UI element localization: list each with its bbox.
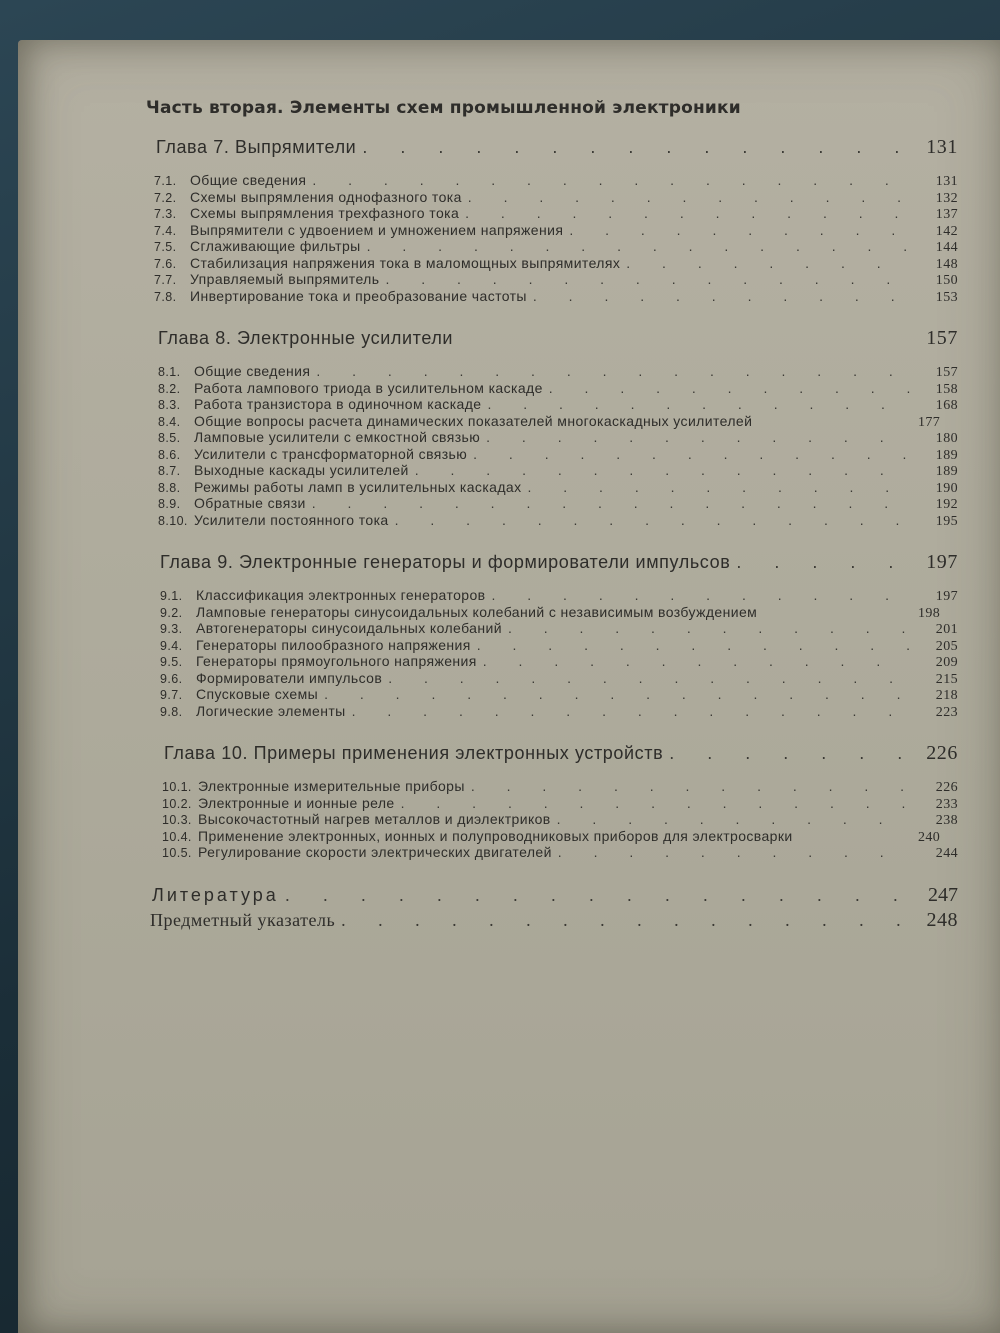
section-entry — [162, 779, 958, 796]
section-number: 8.2. — [158, 381, 181, 396]
section-page: 205 — [935, 638, 958, 654]
dot-leader — [558, 845, 912, 861]
chapter-page: 157 — [926, 327, 958, 349]
section-page: 244 — [935, 846, 958, 861]
section-entry — [154, 272, 958, 289]
section-title: Ламповые усилители с емкостной связью — [194, 429, 481, 445]
dot-leader — [352, 704, 912, 720]
chapter-7-entry — [156, 136, 958, 159]
dot-leader — [549, 381, 912, 397]
section-title: Стабилизация напряжения тока в маломощных выпрямителях — [190, 254, 621, 271]
section-entry — [162, 829, 958, 846]
section-entry — [160, 588, 958, 605]
chapter-10-sections — [162, 779, 958, 862]
section-entry — [160, 687, 958, 704]
dot-leader — [508, 621, 912, 637]
section-title: Общие сведения — [190, 172, 307, 188]
section-page: 198 — [918, 605, 941, 621]
section-number: 7.7. — [154, 273, 177, 287]
section-page: 144 — [935, 240, 958, 255]
section-number: 10.4. — [162, 829, 192, 844]
chapter-page: 197 — [926, 551, 958, 573]
section-page: 142 — [935, 223, 958, 239]
section-entry — [158, 513, 958, 530]
chapter-title: Глава 9. Электронные генераторы и формирователи импульсов — [160, 552, 731, 572]
section-page: 240 — [918, 829, 941, 845]
section-entry — [154, 173, 958, 190]
section-number: 10.5. — [162, 846, 192, 860]
section-entry — [154, 206, 958, 223]
section-title: Схемы выпрямления трехфазного тока — [190, 205, 460, 221]
section-page: 137 — [935, 207, 958, 222]
dot-leader — [285, 885, 922, 906]
section-title: Применение электронных, ионных и полупроводниковых приборов для электросварки — [198, 827, 793, 844]
subject-index-entry — [150, 909, 958, 932]
backmatter-page: 247 — [928, 883, 958, 906]
table-of-contents — [138, 98, 958, 932]
dot-leader — [468, 190, 912, 206]
section-page: 131 — [935, 174, 958, 189]
section-entry — [162, 796, 958, 813]
section-entry — [158, 430, 958, 447]
section-number: 9.8. — [160, 704, 183, 719]
chapter-title: Глава 7. Выпрямители — [156, 137, 357, 157]
dot-leader — [736, 552, 920, 573]
section-page: 215 — [935, 671, 958, 687]
dot-leader — [362, 137, 920, 158]
section-page: 226 — [935, 780, 958, 795]
section-number: 8.3. — [158, 398, 181, 412]
chapter-title: Глава 10. Примеры применения электронных устройств — [164, 743, 664, 763]
dot-leader — [471, 779, 912, 795]
section-page: 192 — [935, 497, 958, 512]
section-title: Автогенераторы синусоидальных колебаний — [196, 620, 502, 636]
chapter-10-entry — [164, 742, 958, 765]
chapter-9-entry — [160, 551, 958, 574]
section-number: 8.5. — [158, 431, 181, 445]
section-title: Выпрямители с удвоением и умножением напряжения — [190, 221, 564, 238]
section-page: 218 — [935, 688, 958, 703]
dot-leader — [367, 239, 912, 255]
section-number: 7.2. — [154, 190, 177, 205]
section-page: 209 — [935, 655, 958, 670]
section-title: Ламповые генераторы синусоидальных колебаний с независимым возбуждением — [196, 603, 758, 620]
section-entry — [162, 845, 958, 862]
section-title: Усилители постоянного тока — [194, 511, 389, 528]
dot-leader — [487, 397, 912, 413]
section-entry — [158, 397, 958, 414]
dot-leader — [388, 671, 912, 687]
dot-leader — [557, 812, 912, 828]
section-entry — [154, 239, 958, 256]
section-number: 9.3. — [160, 622, 183, 636]
section-number: 9.4. — [160, 638, 183, 653]
section-number: 9.5. — [160, 655, 183, 669]
dot-leader — [492, 588, 913, 604]
section-number: 8.1. — [158, 365, 181, 379]
section-title: Электронные и ионные реле — [198, 794, 395, 811]
dot-leader — [533, 289, 912, 305]
dot-leader — [473, 447, 912, 463]
section-page: 153 — [935, 289, 958, 305]
section-page: 157 — [935, 365, 958, 380]
section-title: Инвертирование тока и преобразование частоты — [190, 287, 527, 304]
section-entry — [160, 638, 958, 655]
section-page: 180 — [935, 431, 958, 446]
section-page: 177 — [918, 414, 941, 430]
section-number: 7.4. — [154, 223, 177, 238]
section-title: Сглаживающие фильтры — [190, 238, 361, 254]
section-page: 195 — [935, 513, 958, 529]
section-title: Логические элементы — [196, 702, 346, 719]
dot-leader — [415, 463, 912, 479]
section-title: Режимы работы ламп в усилительных каскадах — [194, 478, 522, 495]
section-title: Обратные связи — [194, 495, 306, 511]
section-number: 7.1. — [154, 174, 177, 188]
section-title: Формирователи импульсов — [196, 669, 383, 686]
section-title: Схемы выпрямления однофазного тока — [190, 188, 462, 205]
dot-leader — [316, 364, 912, 380]
section-entry — [158, 381, 958, 398]
section-number: 9.2. — [160, 605, 183, 620]
section-entry — [162, 812, 958, 829]
section-number: 9.7. — [160, 688, 183, 702]
section-number: 8.7. — [158, 464, 181, 478]
dot-leader — [486, 430, 912, 446]
section-number: 8.4. — [158, 414, 181, 429]
chapter-7-sections — [154, 173, 958, 305]
chapter-8-entry — [158, 327, 958, 350]
section-entry — [160, 621, 958, 638]
section-entry — [154, 190, 958, 207]
section-title: Общие сведения — [194, 363, 311, 379]
section-entry — [158, 463, 958, 480]
part-title: Часть вторая. Элементы схем промышленной электроники — [146, 98, 741, 118]
section-title: Регулирование скорости электрических двигателей — [198, 844, 552, 860]
section-entry — [160, 671, 958, 688]
section-title: Общие вопросы расчета динамических показателей многокаскадных усилителей — [194, 412, 753, 429]
section-entry — [160, 704, 958, 721]
section-page: 201 — [935, 622, 958, 637]
section-page: 197 — [935, 589, 958, 604]
backmatter-title: Предметный указатель — [150, 909, 336, 930]
section-number: 7.8. — [154, 289, 177, 304]
section-number: 10.3. — [162, 813, 192, 827]
dot-leader — [341, 910, 920, 931]
section-number: 8.8. — [158, 480, 181, 495]
section-page: 189 — [935, 447, 958, 463]
section-title: Высокочастотный нагрев металлов и диэлектриков — [198, 811, 551, 827]
dot-leader — [324, 687, 912, 703]
section-title: Спусковые схемы — [196, 686, 319, 702]
section-title: Усилители с трансформаторной связью — [194, 445, 468, 462]
section-entry — [158, 480, 958, 497]
section-entry — [160, 654, 958, 671]
section-page: 223 — [935, 704, 958, 720]
backmatter-title: Литература — [152, 884, 279, 905]
section-entry — [158, 496, 958, 513]
section-page: 168 — [935, 398, 958, 413]
section-number: 10.2. — [162, 796, 192, 811]
bibliography-entry — [152, 884, 958, 907]
section-entry — [158, 447, 958, 464]
section-page: 148 — [935, 256, 958, 272]
section-number: 7.5. — [154, 240, 177, 254]
section-entry — [154, 256, 958, 273]
book-page — [18, 40, 1000, 1333]
chapter-page: 131 — [926, 136, 958, 158]
section-entry — [154, 289, 958, 306]
section-page: 190 — [935, 480, 958, 496]
section-number: 8.10. — [158, 513, 188, 528]
section-title: Генераторы пилообразного напряжения — [196, 636, 471, 653]
chapter-title: Глава 8. Электронные усилители — [158, 328, 454, 348]
chapter-page: 226 — [926, 742, 958, 764]
dot-leader — [569, 223, 912, 239]
dot-leader — [528, 480, 913, 496]
section-title: Генераторы прямоугольного напряжения — [196, 653, 477, 669]
dot-leader — [483, 654, 912, 670]
section-number: 8.9. — [158, 497, 181, 511]
dot-leader — [477, 638, 912, 654]
section-entry — [158, 364, 958, 381]
section-entry — [160, 605, 958, 622]
section-page: 189 — [935, 464, 958, 479]
dot-leader — [385, 272, 912, 288]
section-page: 150 — [935, 273, 958, 288]
section-title: Работа транзистора в одиночном каскаде — [194, 396, 482, 412]
section-number: 8.6. — [158, 447, 181, 462]
dot-leader — [669, 743, 920, 764]
section-number: 10.1. — [162, 780, 192, 794]
section-page: 132 — [935, 190, 958, 206]
section-number: 7.3. — [154, 207, 177, 221]
section-page: 158 — [935, 381, 958, 397]
section-title: Электронные измерительные приборы — [198, 778, 465, 794]
section-title: Управляемый выпрямитель — [190, 271, 380, 287]
section-page: 233 — [935, 796, 958, 812]
dot-leader — [626, 256, 912, 272]
chapter-9-sections — [160, 588, 958, 720]
dot-leader — [401, 796, 912, 812]
dot-leader — [395, 513, 912, 529]
backmatter-page: 248 — [926, 908, 958, 931]
section-title: Работа лампового триода в усилительном каскаде — [194, 379, 543, 396]
section-entry — [158, 414, 958, 431]
section-number: 7.6. — [154, 256, 177, 271]
section-title: Классификация электронных генераторов — [196, 587, 486, 603]
section-page: 238 — [935, 813, 958, 828]
dot-leader — [312, 496, 912, 512]
section-entry — [154, 223, 958, 240]
section-title: Выходные каскады усилителей — [194, 462, 409, 478]
section-number: 9.6. — [160, 671, 183, 686]
dot-leader — [465, 206, 912, 222]
chapter-8-sections — [158, 364, 958, 529]
section-number: 9.1. — [160, 589, 183, 603]
dot-leader — [312, 173, 912, 189]
